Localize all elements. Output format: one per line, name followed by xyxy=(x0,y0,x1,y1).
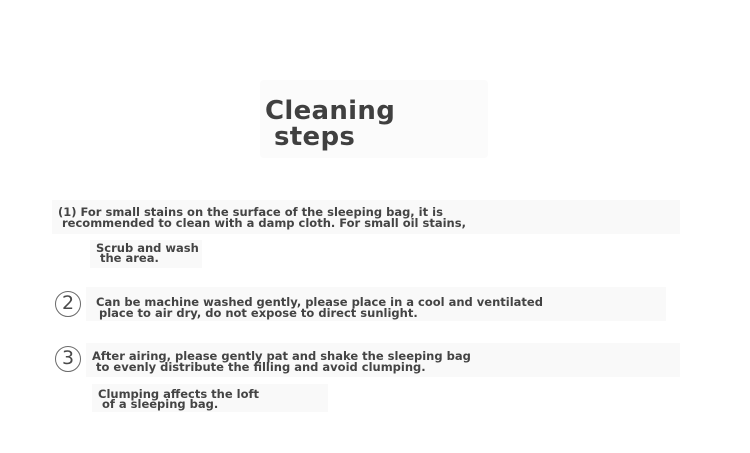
page-title-line2: steps xyxy=(274,122,356,152)
step1-note-line1: Scrub and wash xyxy=(96,241,199,255)
step3-text-line2: to evenly distribute the filling and avoid clumping. xyxy=(96,360,426,374)
step1-note-line2: the area. xyxy=(100,251,159,265)
step3-number-badge: 3 xyxy=(55,346,81,372)
step3-note-line1: Clumping affects the loft xyxy=(98,387,260,401)
page-title-line1: Cleaning xyxy=(265,96,396,126)
step2-number-badge: 2 xyxy=(55,291,81,317)
step2-text-line2: place to air dry, do not expose to direct sunlight. xyxy=(99,306,418,320)
step2-text-line1: Can be machine washed gently, please place in a cool and ventilated xyxy=(96,295,543,309)
step1-text-line1: (1) For small stains on the surface of the sleeping bag, it is xyxy=(58,205,443,219)
step1-text-line2: recommended to clean with a damp cloth. For small oil stains, xyxy=(62,216,466,230)
step3-note-line2: of a sleeping bag. xyxy=(102,397,219,411)
step3-text-line1: After airing, please gently pat and shake the sleeping bag xyxy=(92,349,471,363)
